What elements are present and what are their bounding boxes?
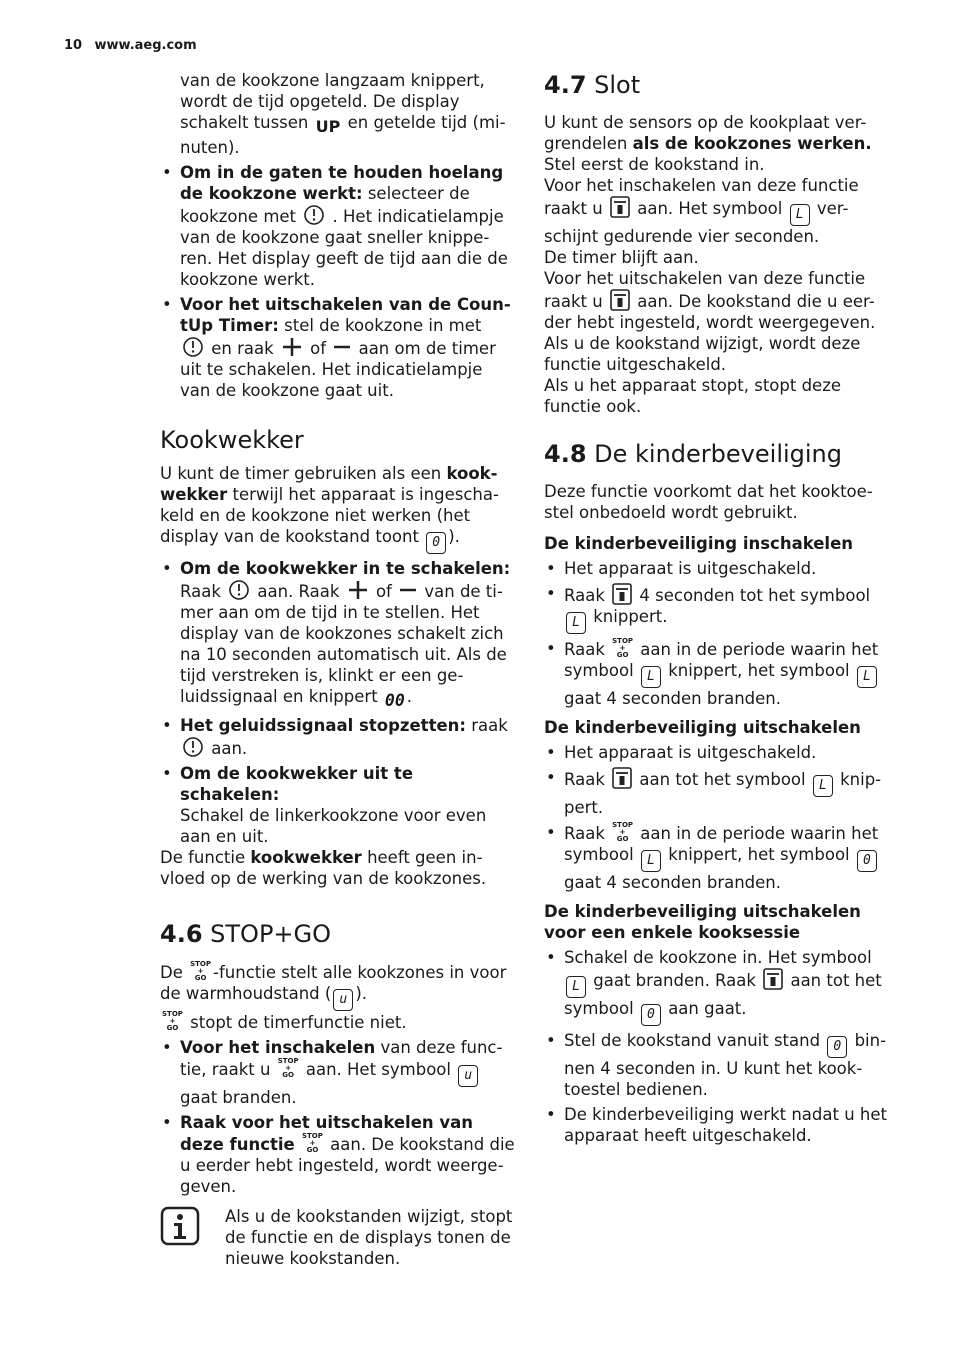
list-item: • Voor het uitschakelen van de Coun-tUp Timer: stel de kookzone in met en raak of aan om de timer uit te schakelen. Het indicatielampje van de kookzone gaat uit. (160, 294, 516, 401)
plus-icon (281, 336, 303, 358)
lock-symbol-icon: L (857, 666, 877, 688)
list-item: • Raak aan tot het symbool L knip-pert. (544, 767, 894, 818)
zero-symbol-icon: 0 (827, 1036, 847, 1058)
stop-go-icon: STOP + GO (277, 1057, 299, 1079)
intro-paragraph: van de kookzone langzaam knippert, wordt de tijd opgeteld. De display schakelt tussen UP en getelde tijd (mi- nuten). (180, 71, 506, 157)
left-column (160, 70, 516, 1197)
double-zero-symbol-icon: 00 (384, 691, 405, 710)
section-title-slot: 4.7 Slot (544, 71, 641, 99)
list-item: • Het apparaat is uitgeschakeld. (544, 558, 894, 579)
list-item: • Stel de kookstand vanuit stand 0 bin-nen 4 seconden in. U kunt het kook-toestel bedienen. (544, 1030, 894, 1100)
timer-icon (182, 736, 204, 758)
minus-icon (399, 579, 417, 601)
lock-symbol-icon: L (566, 612, 586, 634)
section-title-stopgo: 4.6 STOP+GO (160, 920, 332, 948)
page-number: 10 (64, 38, 83, 53)
right-column (544, 70, 894, 1146)
lock-symbol-icon: L (641, 666, 661, 688)
stop-go-icon: STOP + GO (612, 821, 634, 843)
header-url: www.aeg.com (94, 38, 197, 53)
uitschakelen-list (544, 742, 894, 893)
stop-go-icon: STOP + GO (612, 637, 634, 659)
list-item: • Raak voor het uitschakelen van deze functie STOP + GO aan. De kookstand die u eerder hebt ingesteld, wordt weerge-geven. (160, 1112, 516, 1197)
warm-symbol-icon: u (333, 989, 353, 1011)
kookwekker-note: De functie kookwekker heeft geen in-vloed op de werking van de kookzones. (160, 848, 487, 888)
list-item: • Raak STOP + GO aan in de periode waarin het symbool L knippert, het symbool L gaat 4 seconden branden. (544, 638, 894, 709)
stopgo-note: STOP + GO stopt de timerfunctie niet. (162, 1010, 407, 1032)
key-lock-icon (612, 583, 632, 605)
list-item: • Het apparaat is uitgeschakeld. (544, 742, 894, 763)
stopgo-list (160, 1037, 516, 1197)
zero-symbol-icon: 0 (426, 532, 446, 554)
timer-icon (228, 579, 250, 601)
page-header (64, 38, 197, 53)
key-lock-icon (610, 196, 630, 218)
slot-paragraph: U kunt de sensors op de kookplaat ver-grendelen als de kookzones werken. Stel eerst de kookstand in. Voor het inschakelen van deze functie raakt u aan. Het symbool L ver-schijnt gedurende vier seconden. De timer blijft aan. Voor het uitschakelen van deze functie raakt u aan. De kookstand die u eer-der hebt ingesteld, wordt weergegeven. Als u de kookstand wijzigt, wordt deze functie uitgeschakeld. Als u het apparaat stopt, stopt deze functie ook. (544, 113, 876, 416)
list-item: • Om in de gaten te houden hoelang de kookzone werkt: selecteer de kookzone met . Het indicatielampje van de kookzone gaat sneller knippe-ren. Het display geeft de tijd aan die de kookzone werkt. (160, 162, 516, 290)
zero-symbol-icon: 0 (857, 850, 877, 872)
key-lock-icon (610, 289, 630, 311)
inschakelen-list (544, 558, 894, 709)
lock-symbol-icon: L (641, 850, 661, 872)
list-item: • Schakel de kookzone in. Het symbool L gaat branden. Raak aan tot het symbool 0 aan gaat. (544, 947, 894, 1026)
kookwekker-list (160, 558, 516, 847)
list-item: • Om de kookwekker in te schakelen: Raak aan. Raak of van de ti-mer aan om de tijd in te stellen. Het display van de kookzones schakelt zich na 10 seconden automatisch uit. Als de tijd verstreken is, klinkt er een ge-luidssignaal en knippert 00 . (160, 558, 516, 711)
section-title-kinderbeveiliging: 4.8 De kinderbeveiliging (544, 440, 842, 468)
list-item: • Voor het inschakelen van deze func-tie, raakt u STOP + GO aan. Het symbool u gaat branden. (160, 1037, 516, 1108)
section-title-kookwekker: Kookwekker (160, 426, 304, 454)
kooksessie-list (544, 947, 894, 1146)
stop-go-icon: STOP + GO (190, 960, 212, 982)
stopgo-intro: De STOP + GO -functie stelt alle kookzones in voor de warmhoudstand ( u ). (160, 961, 516, 1011)
info-note: Als u de kookstanden wijzigt, stopt de functie en de displays tonen de nieuwe kookstanden. (225, 1207, 513, 1268)
key-lock-icon (612, 767, 632, 789)
lock-symbol-icon: L (566, 976, 586, 998)
list-item: • De kinderbeveiliging werkt nadat u het apparaat heeft uitgeschakeld. (544, 1104, 894, 1146)
stop-go-icon: STOP + GO (162, 1010, 183, 1032)
subheading-kooksessie: De kinderbeveiliging uitschakelen voor een enkele kooksessie (544, 902, 861, 942)
list-item: • Raak STOP + GO aan in de periode waarin het symbool L knippert, het symbool 0 gaat 4 seconden branden. (544, 822, 894, 893)
timer-icon (303, 204, 325, 226)
list-item: • Om de kookwekker uit te schakelen: Schakel de linkerkookzone voor even aan en uit. (160, 763, 516, 847)
info-icon (160, 1206, 200, 1246)
lock-symbol-icon: L (790, 204, 810, 226)
lock-symbol-icon: L (813, 775, 833, 797)
list-item: • Het geluidssignaal stopzetten: raak aan. (160, 715, 516, 759)
warm-symbol-icon: u (458, 1065, 478, 1087)
list-item: • Raak 4 seconden tot het symbool L knippert. (544, 583, 894, 634)
kinder-intro: Deze functie voorkomt dat het kooktoe-stel onbedoeld wordt gebruikt. (544, 482, 873, 522)
up-symbol-icon: UP (315, 117, 341, 136)
kookwekker-intro: U kunt de timer gebruiken als een kook-wekker terwijl het apparaat is ingescha-keld en de kookzone niet werken (het display van de kookstand toont 0 ). (160, 463, 516, 554)
countup-list (160, 162, 516, 401)
minus-icon (333, 336, 351, 358)
plus-icon (347, 579, 369, 601)
subheading-inschakelen: De kinderbeveiliging inschakelen (544, 534, 854, 553)
key-lock-icon (763, 968, 783, 990)
timer-icon (182, 336, 204, 358)
zero-symbol-icon: 0 (641, 1004, 661, 1026)
subheading-uitschakelen: De kinderbeveiliging uitschakelen (544, 718, 861, 737)
stop-go-icon: STOP + GO (301, 1132, 323, 1154)
